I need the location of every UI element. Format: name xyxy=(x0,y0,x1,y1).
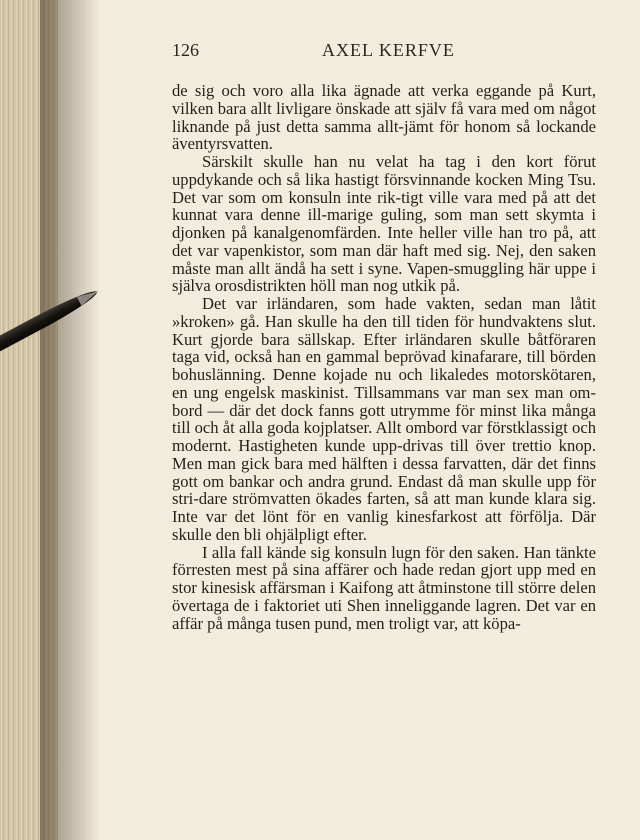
page-number: 126 xyxy=(172,40,199,60)
paragraph-3: Det var irländaren, som hade vakten, sedan man låtit »kroken» gå. Han skulle ha den till tiden för hundvaktens slut. Kurt gjorde bara sällskap. Efter irländaren skulle båtföraren taga vid, också han en gammal beprövad kinafarare, till börden bohuslänning. Denne kojade nu och likaledes motorskötaren, en ung engelsk maskinist. Tillsammans var man sex man om-bord — där det dock fanns gott utrymme för minst lika många till och åt alla goda kojplatser. Allt ombord var förstklassigt och modernt. Hastigheten kunde upp-drivas till över trettio knop. Men man gick bara med hälften i dessa farvatten, där det finns gott om bankar och andra grund. Endast då man skulle upp för stri-dare strömvatten ökades farten, så att man kunde klara sig. Inte var det lönt för en vanlig kinesfarkost att förfölja. Där skulle den bli ohjälpligt efter. xyxy=(172,294,596,544)
gutter-shadow xyxy=(40,0,100,840)
running-head xyxy=(172,40,596,68)
paragraph-2: Särskilt skulle han nu velat ha tag i den kort förut uppdykande och så lika hastigt försvinnande kocken Ming Tsu. Det var som om konsuln inte rik-tigt ville vara med på att det kunnat vara denne ill-marige guling, som man sett skymta i djonken på kanalgenomfärden. Inte heller ville han tro på, att det var vapenkistor, som man där haft med sig. Nej, den saken måste man allt ändå ha sett i syne. Vapen-smuggling här uppe i själva orosdistrikten höll man nog utkik på. xyxy=(172,152,596,296)
running-head-author: AXEL KERFVE xyxy=(322,40,455,60)
body-text xyxy=(172,82,596,632)
paragraph-1: de sig och voro alla lika ägnade att verka eggande på Kurt, vilken bara allt livligare önskade att själv få vara med om något liknande på just detta samma allt-jämt för honom så lockande äventyrsvatten. xyxy=(172,81,596,154)
paragraph-4: I alla fall kände sig konsuln lugn för den saken. Han tänkte förresten mest på sina affärer och hade redan gjort upp med en stor kinesisk affärsman i Kaifong att åtminstone till större delen övertaga de i faktoriet uti Shen inneliggande lagren. Det var en affär på många tusen pund, men troligt var, att köpa- xyxy=(172,542,596,633)
